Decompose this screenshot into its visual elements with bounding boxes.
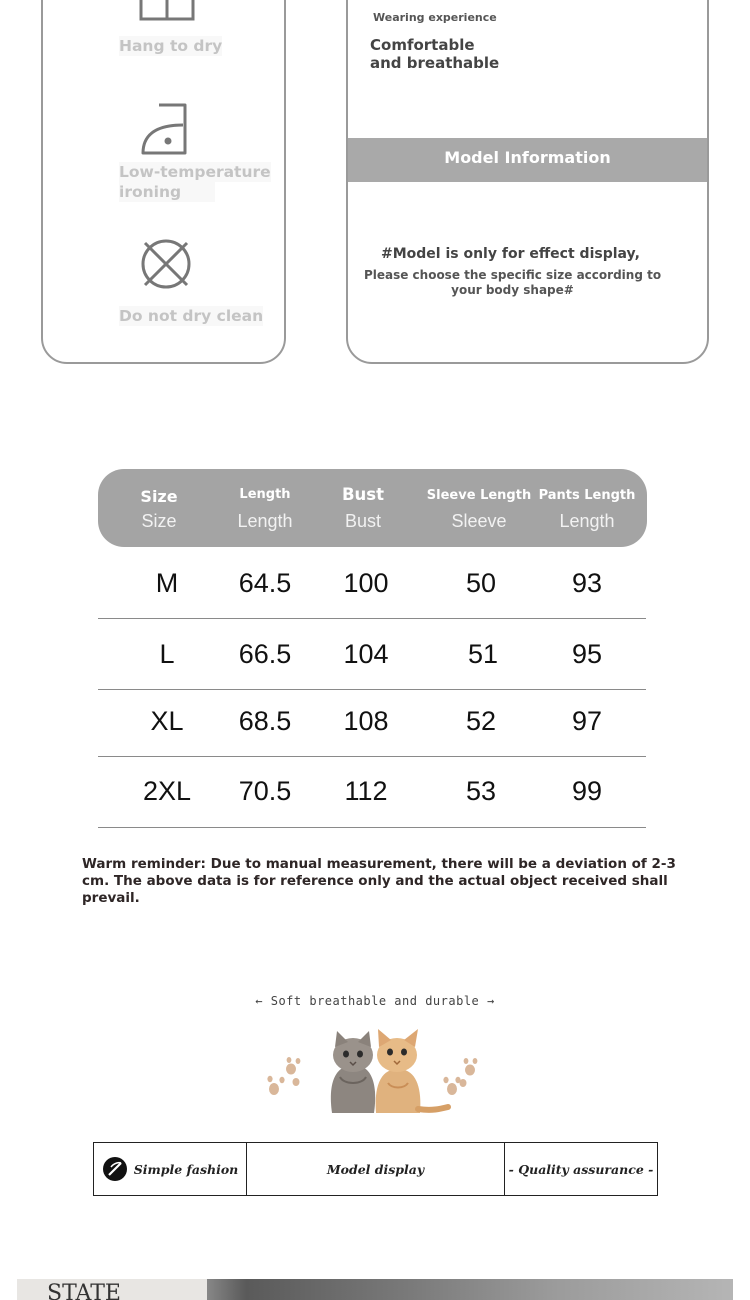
info-card: [346, 0, 709, 364]
cell-sleeve: 50: [465, 568, 497, 598]
wearing-experience-caption: Wearing experience: [373, 11, 497, 24]
header-size-sub: Size: [141, 511, 177, 531]
care-label-iron-line1: Low-temperature: [119, 163, 271, 181]
cell-length: 64.5: [238, 568, 292, 598]
cell-sleeve: 51: [467, 639, 499, 669]
feature-simple-fashion-label: Simple fashion: [133, 1161, 239, 1177]
table-row: [98, 757, 646, 828]
header-sleeve-label: Sleeve Length: [426, 488, 532, 503]
care-label-no-dry-clean: Do not dry clean: [119, 307, 264, 325]
model-note-line1: #Model is only for effect display,: [381, 246, 640, 262]
cell-length: 68.5: [238, 706, 292, 736]
header-pants-sub: Length: [559, 511, 615, 531]
feature-model-display-label: Model display: [326, 1161, 425, 1177]
model-information-title: Model Information: [348, 138, 707, 182]
brand-leaf-icon: [102, 1156, 128, 1182]
feature-model-display: [246, 1143, 504, 1195]
cell-pants: 95: [571, 639, 603, 669]
table-row: [98, 690, 646, 757]
cell-size: L: [159, 639, 175, 669]
feature-simple-fashion: [94, 1143, 246, 1195]
cell-pants: 97: [571, 706, 603, 736]
cell-size: 2XL: [142, 776, 192, 806]
model-note-line2: Please choose the specific size according to your body shape#: [363, 268, 662, 297]
feature-quality-assurance: [504, 1143, 657, 1195]
header-length-sub: Length: [237, 511, 293, 531]
photo-newspaper-text: STATE: [17, 1279, 207, 1300]
cell-length: 66.5: [238, 639, 292, 669]
table-row: [98, 548, 646, 619]
care-instructions-card: [41, 0, 286, 364]
size-table-header: [98, 469, 647, 547]
cell-pants: 93: [571, 568, 603, 598]
cell-length: 70.5: [238, 776, 292, 806]
cell-bust: 112: [344, 776, 388, 806]
iron-low-icon: [139, 101, 197, 157]
wear-desc-line2: and breathable: [370, 54, 500, 72]
cell-bust: 100: [343, 568, 389, 598]
cell-pants: 99: [571, 776, 603, 806]
wearing-experience-desc: [370, 36, 570, 72]
cell-sleeve: 52: [465, 706, 497, 736]
feature-quality-assurance-label: - Quality assurance -: [508, 1161, 654, 1177]
cell-size: XL: [150, 706, 184, 736]
no-dry-clean-icon: [139, 237, 193, 291]
header-sleeve-sub: Sleeve: [451, 511, 507, 531]
header-pants-label: Pants Length: [538, 488, 636, 503]
table-row: [98, 619, 646, 690]
hang-dry-icon: [139, 0, 195, 22]
header-bust-label: Bust: [341, 485, 385, 504]
care-label-iron-line2: ironing: [119, 182, 215, 202]
care-label-hang-dry: Hang to dry: [119, 37, 223, 55]
cell-bust: 108: [343, 706, 389, 736]
header-size-label: Size: [140, 487, 178, 506]
cell-bust: 104: [343, 639, 389, 669]
header-length-label: Length: [239, 487, 291, 502]
cell-sleeve: 53: [465, 776, 497, 806]
cell-size: M: [155, 568, 179, 598]
model-photo-top-edge: [17, 1279, 733, 1300]
kittens-illustration: [262, 1025, 488, 1117]
warm-reminder: Warm reminder: Due to manual measurement, there will be a deviation of 2-3 cm. The above data is for reference only and the actual object received shall prevail.: [82, 856, 676, 906]
feature-strip: [93, 1142, 658, 1196]
tagline: ← Soft breathable and durable →: [255, 994, 495, 1008]
header-bust-sub: Bust: [344, 511, 382, 531]
wear-desc-line1: Comfortable: [370, 36, 475, 54]
